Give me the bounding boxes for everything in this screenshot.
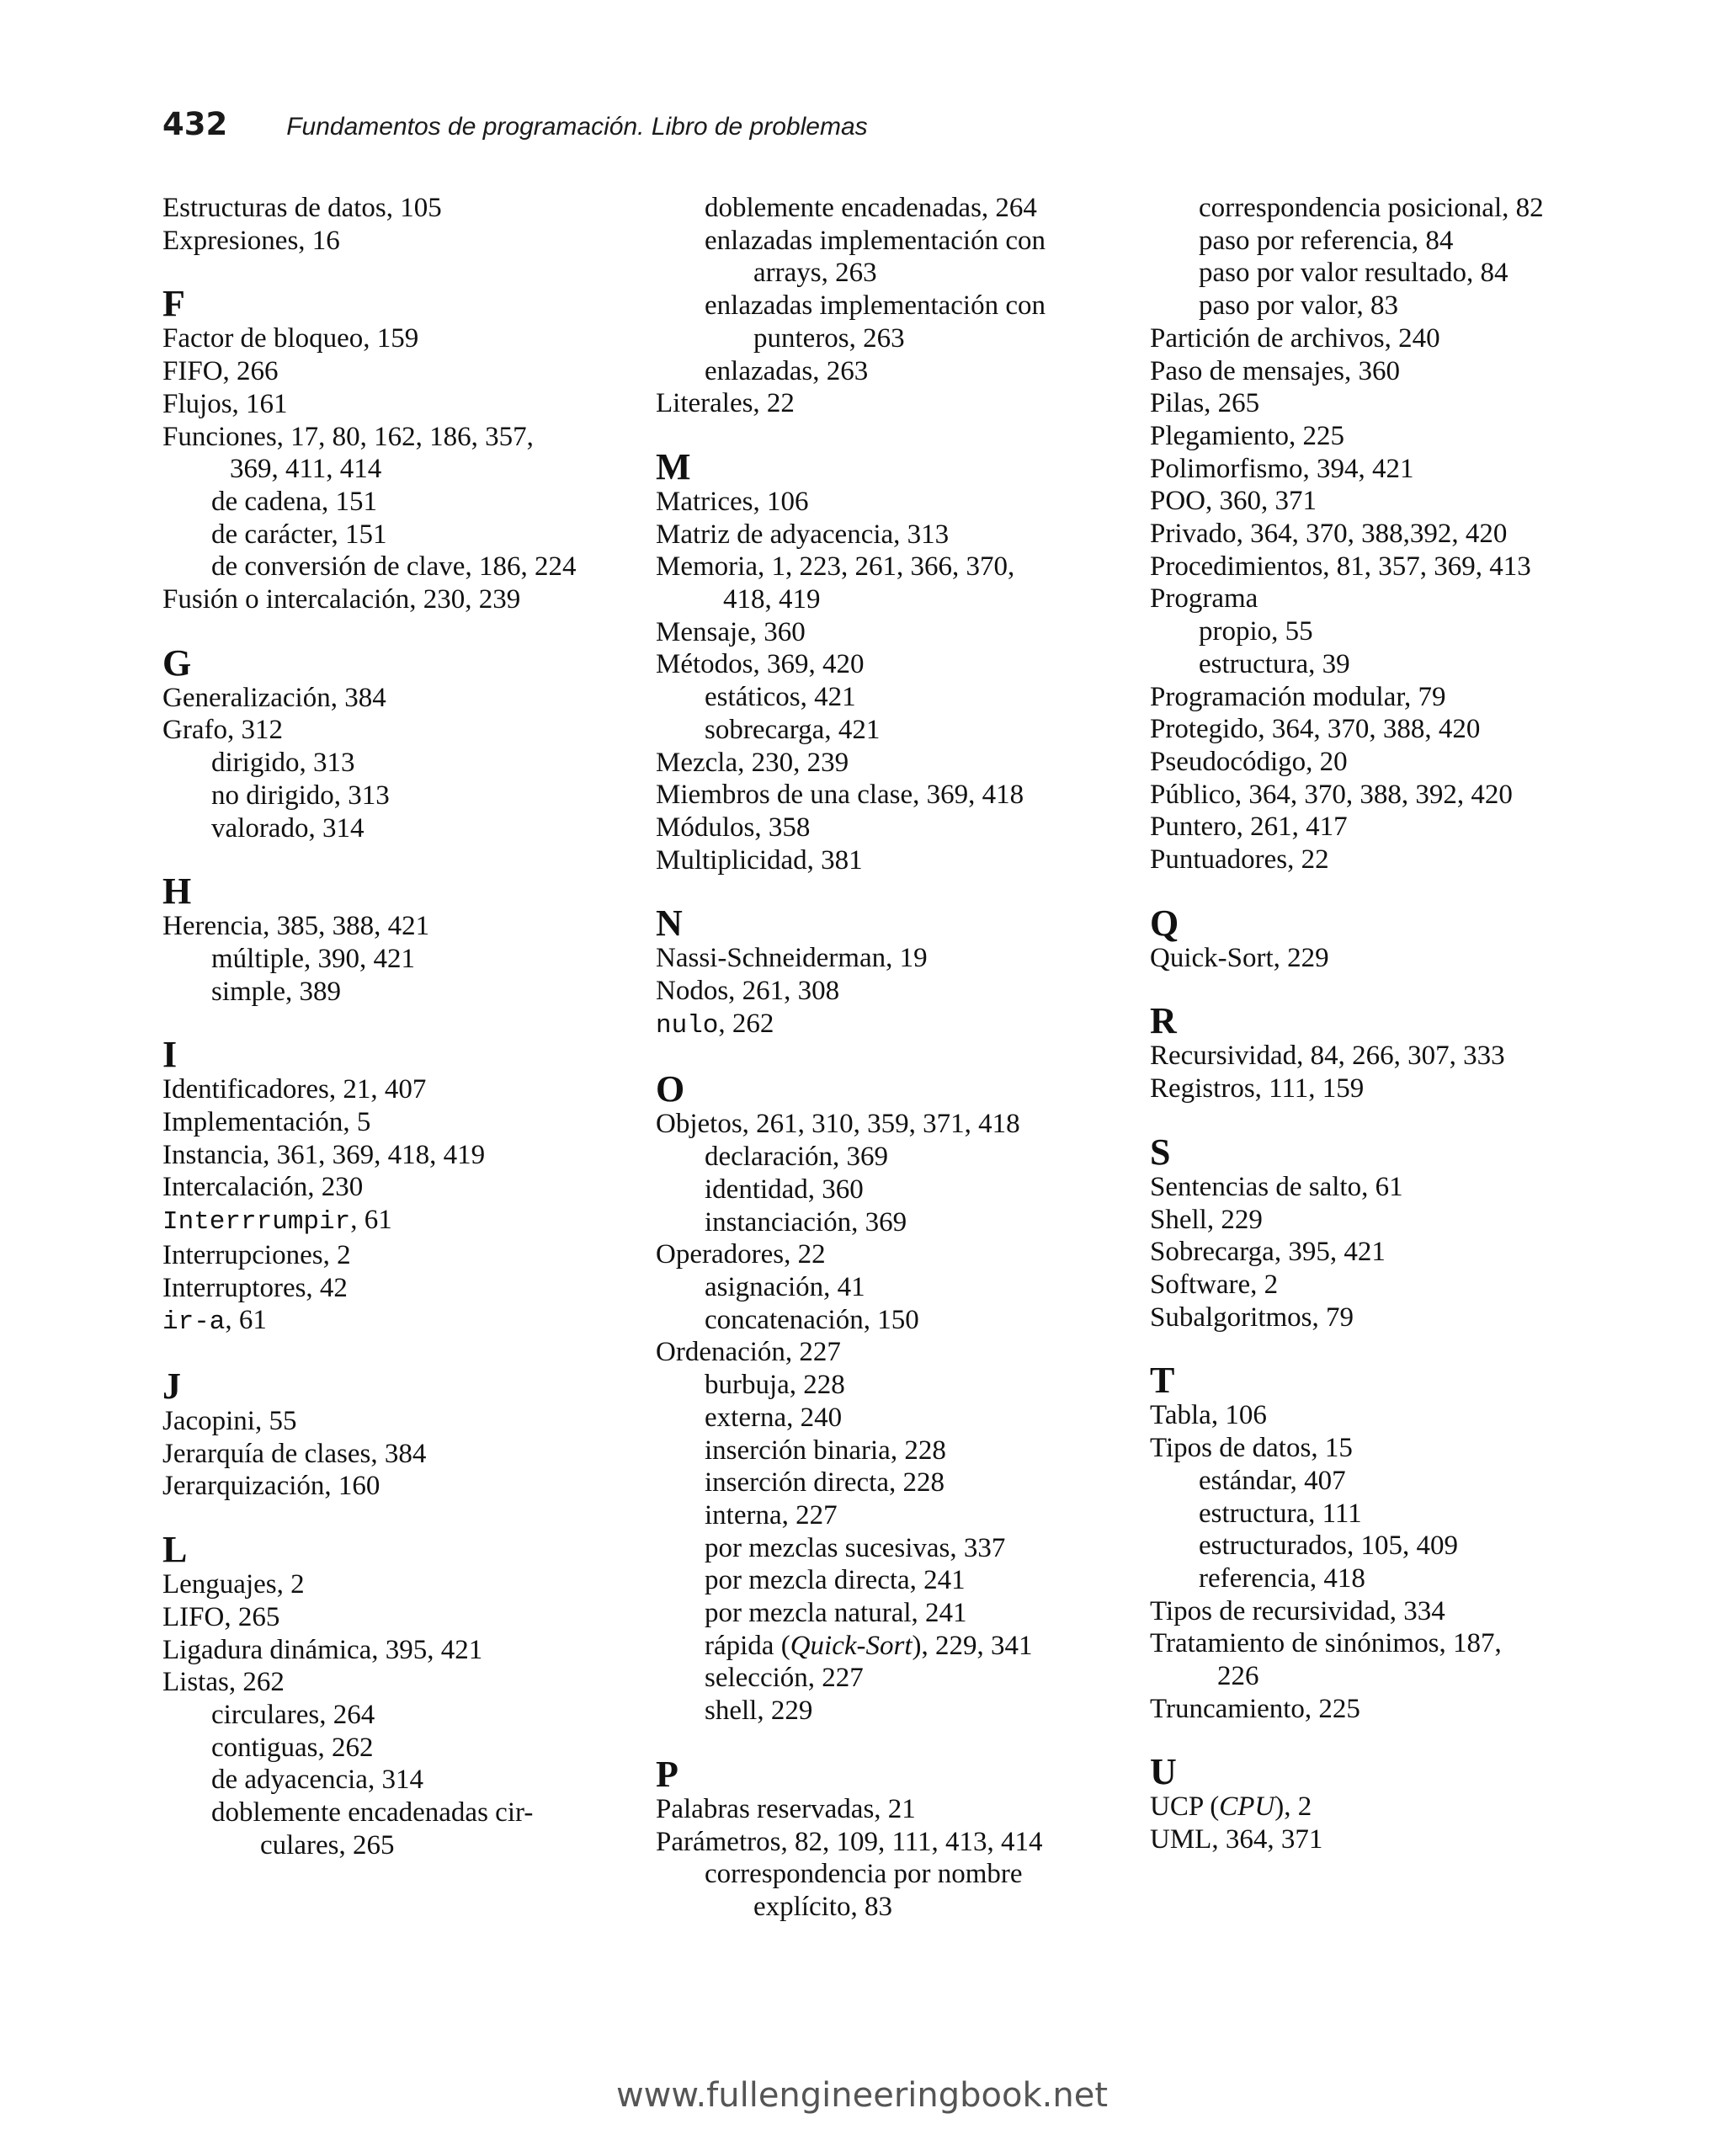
index-entry: Métodos, 369, 420 xyxy=(656,649,865,680)
index-entry: estructura, 111 xyxy=(1199,1498,1362,1529)
index-entry: Puntuadores, 22 xyxy=(1150,844,1329,876)
index-entry: Estructuras de datos, 105 xyxy=(162,193,442,223)
index-entry: simple, 389 xyxy=(211,976,341,1007)
index-entry: Programa xyxy=(1150,583,1258,615)
index-entry: por mezcla directa, 241 xyxy=(705,1565,966,1596)
index-entry: Generalización, 384 xyxy=(162,682,386,713)
index-entry: 226 xyxy=(1217,1661,1259,1692)
index-entry: Módulos, 358 xyxy=(656,812,811,843)
index-entry: inserción directa, 228 xyxy=(705,1467,944,1499)
index-entry: paso por referencia, 84 xyxy=(1199,225,1454,256)
index-entry xyxy=(162,1204,651,1239)
index-entry: Matriz de adyacencia, 313 xyxy=(656,519,950,550)
index-entry: arrays, 263 xyxy=(753,258,877,289)
page-refs: ), 229, 341 xyxy=(912,1630,1033,1661)
index-entry: instanciación, 369 xyxy=(705,1206,907,1238)
section-letter: N xyxy=(656,902,683,945)
index-entry: Polimorfismo, 394, 421 xyxy=(1150,453,1414,484)
index-entry: Ordenación, 227 xyxy=(656,1337,841,1368)
index-entry: Memoria, 1, 223, 261, 366, 370, xyxy=(656,551,1015,583)
index-entry xyxy=(1150,1791,1672,1823)
index-entry: contiguas, 262 xyxy=(211,1732,374,1763)
index-entry: estáticos, 421 xyxy=(705,682,856,713)
index-entry: Grafo, 312 xyxy=(162,715,283,746)
index-entry: Literales, 22 xyxy=(656,388,795,419)
index-column-3 xyxy=(1150,192,1672,1856)
index-entry: Registros, 111, 159 xyxy=(1150,1073,1365,1105)
index-entry: enlazadas implementación con xyxy=(705,290,1046,322)
index-entry: Shell, 229 xyxy=(1150,1204,1263,1235)
index-entry: por mezclas sucesivas, 337 xyxy=(705,1532,1006,1563)
page-refs: , 61 xyxy=(350,1205,392,1236)
code-term: Interrrumpir xyxy=(162,1207,351,1238)
index-entry: Matrices, 106 xyxy=(656,486,809,517)
index-entry: Tratamiento de sinónimos, 187, xyxy=(1150,1628,1502,1659)
index-entry: enlazadas implementación con xyxy=(705,225,1046,256)
index-entry: valorado, 314 xyxy=(211,812,364,844)
index-entry: Programación modular, 79 xyxy=(1150,681,1446,712)
index-entry: Tabla, 106 xyxy=(1150,1400,1267,1431)
page-number: 432 xyxy=(162,106,228,142)
index-entry: Partición de archivos, 240 xyxy=(1150,322,1440,354)
index-entry: culares, 265 xyxy=(260,1829,395,1861)
italic-term: CPU xyxy=(1219,1791,1275,1823)
index-entry: Recursividad, 84, 266, 307, 333 xyxy=(1150,1041,1505,1072)
page-refs: , 262 xyxy=(718,1008,774,1039)
index-entry: declaración, 369 xyxy=(705,1142,889,1173)
index-entry: Sobrecarga, 395, 421 xyxy=(1150,1237,1386,1268)
index-entry: correspondencia posicional, 82 xyxy=(1199,193,1544,223)
index-entry: Interrupciones, 2 xyxy=(162,1239,351,1270)
entry-text: UCP ( xyxy=(1150,1791,1220,1823)
index-entry: Mensaje, 360 xyxy=(656,616,806,647)
footer-website: www.fullengineeringbook.net xyxy=(615,2076,1109,2115)
index-entry: Paso de mensajes, 360 xyxy=(1150,355,1400,386)
italic-term: Quick-Sort xyxy=(790,1630,913,1661)
section-letter: I xyxy=(162,1034,178,1076)
index-entry: Interruptores, 42 xyxy=(162,1272,348,1303)
index-entry: Mezcla, 230, 239 xyxy=(656,747,849,778)
section-letter: U xyxy=(1150,1751,1177,1793)
section-letter: F xyxy=(162,283,185,325)
section-letter: H xyxy=(162,870,192,913)
index-entry: 418, 419 xyxy=(723,584,821,615)
index-entry: paso por valor resultado, 84 xyxy=(1199,258,1508,289)
index-entry: Herencia, 385, 388, 421 xyxy=(162,911,430,942)
section-letter: Q xyxy=(1150,902,1179,944)
index-entry xyxy=(656,1008,1144,1043)
index-entry: paso por valor, 83 xyxy=(1199,290,1398,322)
index-entry: Nodos, 261, 308 xyxy=(656,976,840,1007)
index-entry: dirigido, 313 xyxy=(211,748,355,779)
index-entry: circulares, 264 xyxy=(211,1699,375,1730)
index-entry: de carácter, 151 xyxy=(211,519,387,550)
page-refs: ), 2 xyxy=(1274,1791,1312,1823)
index-entry: interna, 227 xyxy=(705,1499,838,1530)
section-letter: L xyxy=(162,1529,188,1571)
index-entry: de conversión de clave, 186, 224 xyxy=(211,551,577,583)
index-entry: Jacopini, 55 xyxy=(162,1405,297,1436)
book-title: Fundamentos de programación. Libro de problemas xyxy=(286,113,868,141)
index-entry: Procedimientos, 81, 357, 369, 413 xyxy=(1150,551,1531,582)
index-entry: Pseudocódigo, 20 xyxy=(1150,746,1348,777)
index-entry: Miembros de una clase, 369, 418 xyxy=(656,780,1024,811)
section-letter: M xyxy=(656,445,691,487)
index-entry: FIFO, 266 xyxy=(162,356,279,387)
index-entry: Puntero, 261, 417 xyxy=(1150,812,1348,843)
index-entry: Pilas, 265 xyxy=(1150,388,1260,419)
index-entry xyxy=(656,1630,1144,1663)
index-entry: Operadores, 22 xyxy=(656,1239,826,1270)
index-entry: Quick-Sort, 229 xyxy=(1150,942,1329,973)
index-column-2 xyxy=(656,192,1144,1924)
index-entry: Subalgoritmos, 79 xyxy=(1150,1302,1354,1333)
index-entry: Instancia, 361, 369, 418, 419 xyxy=(162,1139,486,1170)
index-entry: Jerarquización, 160 xyxy=(162,1471,380,1502)
index-entry: Fusión o intercalación, 230, 239 xyxy=(162,584,521,615)
index-entry: Objetos, 261, 310, 359, 371, 418 xyxy=(656,1109,1020,1140)
page-refs: , 61 xyxy=(225,1305,267,1336)
code-term: ir-a xyxy=(162,1307,226,1338)
index-entry: Sentencias de salto, 61 xyxy=(1150,1171,1403,1202)
index-entry: Intercalación, 230 xyxy=(162,1172,364,1203)
index-entry: POO, 360, 371 xyxy=(1150,486,1317,517)
index-entry: asignación, 41 xyxy=(705,1271,865,1302)
index-entry: Lenguajes, 2 xyxy=(162,1569,305,1600)
index-entry: de adyacencia, 314 xyxy=(211,1765,423,1796)
index-entry: shell, 229 xyxy=(705,1696,813,1727)
index-entry: burbuja, 228 xyxy=(705,1370,845,1401)
index-entry: no dirigido, 313 xyxy=(211,780,390,811)
index-entry: Plegamiento, 225 xyxy=(1150,420,1344,451)
index-entry: Tipos de recursividad, 334 xyxy=(1150,1595,1445,1626)
section-letter: S xyxy=(1150,1131,1171,1173)
index-entry: doblemente encadenadas, 264 xyxy=(705,193,1037,223)
index-entry: selección, 227 xyxy=(705,1663,864,1694)
index-entry: enlazadas, 263 xyxy=(705,355,869,386)
index-entry: UML, 364, 371 xyxy=(1150,1824,1323,1855)
index-entry: estructura, 39 xyxy=(1199,648,1350,679)
index-entry: propio, 55 xyxy=(1199,616,1313,647)
section-letter: T xyxy=(1150,1360,1175,1402)
index-entry: Truncamiento, 225 xyxy=(1150,1693,1360,1724)
index-entry: Factor de bloqueo, 159 xyxy=(162,323,419,354)
index-column-1 xyxy=(162,192,651,1861)
index-entry: inserción binaria, 228 xyxy=(705,1435,946,1466)
section-letter: R xyxy=(1150,1000,1177,1042)
index-entry: por mezcla natural, 241 xyxy=(705,1598,967,1629)
page-header xyxy=(162,106,868,146)
section-letter: G xyxy=(162,641,192,684)
index-entry: Listas, 262 xyxy=(162,1667,285,1698)
index-entry: Público, 364, 370, 388, 392, 420 xyxy=(1150,779,1513,810)
index-entry: externa, 240 xyxy=(705,1402,843,1433)
index-entry: 369, 411, 414 xyxy=(230,454,382,485)
index-entry: Multiplicidad, 381 xyxy=(656,844,863,876)
index-entry: concatenación, 150 xyxy=(705,1304,919,1335)
index-entry: Jerarquía de clases, 384 xyxy=(162,1438,427,1469)
index-entry: Parámetros, 82, 109, 111, 413, 414 xyxy=(656,1826,1043,1857)
index-entry: correspondencia por nombre xyxy=(705,1859,1023,1890)
index-entry: estructurados, 105, 409 xyxy=(1199,1530,1458,1562)
index-entry: doblemente encadenadas cir- xyxy=(211,1797,534,1829)
index-entry: explícito, 83 xyxy=(753,1891,892,1922)
index-entry: Nassi-Schneiderman, 19 xyxy=(656,943,928,974)
index-entry: identidad, 360 xyxy=(705,1174,864,1205)
index-entry: Protegido, 364, 370, 388, 420 xyxy=(1150,714,1481,745)
index-entry xyxy=(162,1304,651,1339)
index-entry: LIFO, 265 xyxy=(162,1601,280,1632)
index-entry: de cadena, 151 xyxy=(211,486,377,517)
index-entry: Ligadura dinámica, 395, 421 xyxy=(162,1634,483,1665)
section-letter: P xyxy=(656,1753,678,1795)
index-entry: sobrecarga, 421 xyxy=(705,714,881,745)
index-entry: Identificadores, 21, 407 xyxy=(162,1074,427,1105)
index-entry: Tipos de datos, 15 xyxy=(1150,1433,1353,1464)
index-entry: Implementación, 5 xyxy=(162,1107,371,1138)
index-entry: punteros, 263 xyxy=(753,322,905,354)
index-entry: Funciones, 17, 80, 162, 186, 357, xyxy=(162,421,534,452)
code-term: nulo xyxy=(656,1010,719,1041)
section-letter: O xyxy=(656,1068,685,1110)
index-entry: múltiple, 390, 421 xyxy=(211,943,415,974)
index-entry: Expresiones, 16 xyxy=(162,225,340,256)
entry-text: rápida ( xyxy=(705,1630,790,1661)
index-entry: Flujos, 161 xyxy=(162,388,288,419)
index-entry: Privado, 364, 370, 388,392, 420 xyxy=(1150,519,1508,550)
index-entry: Software, 2 xyxy=(1150,1269,1279,1300)
section-letter: J xyxy=(162,1365,181,1407)
index-entry: referencia, 418 xyxy=(1199,1562,1365,1594)
index-entry: estándar, 407 xyxy=(1199,1465,1346,1496)
index-entry: Palabras reservadas, 21 xyxy=(656,1793,916,1824)
